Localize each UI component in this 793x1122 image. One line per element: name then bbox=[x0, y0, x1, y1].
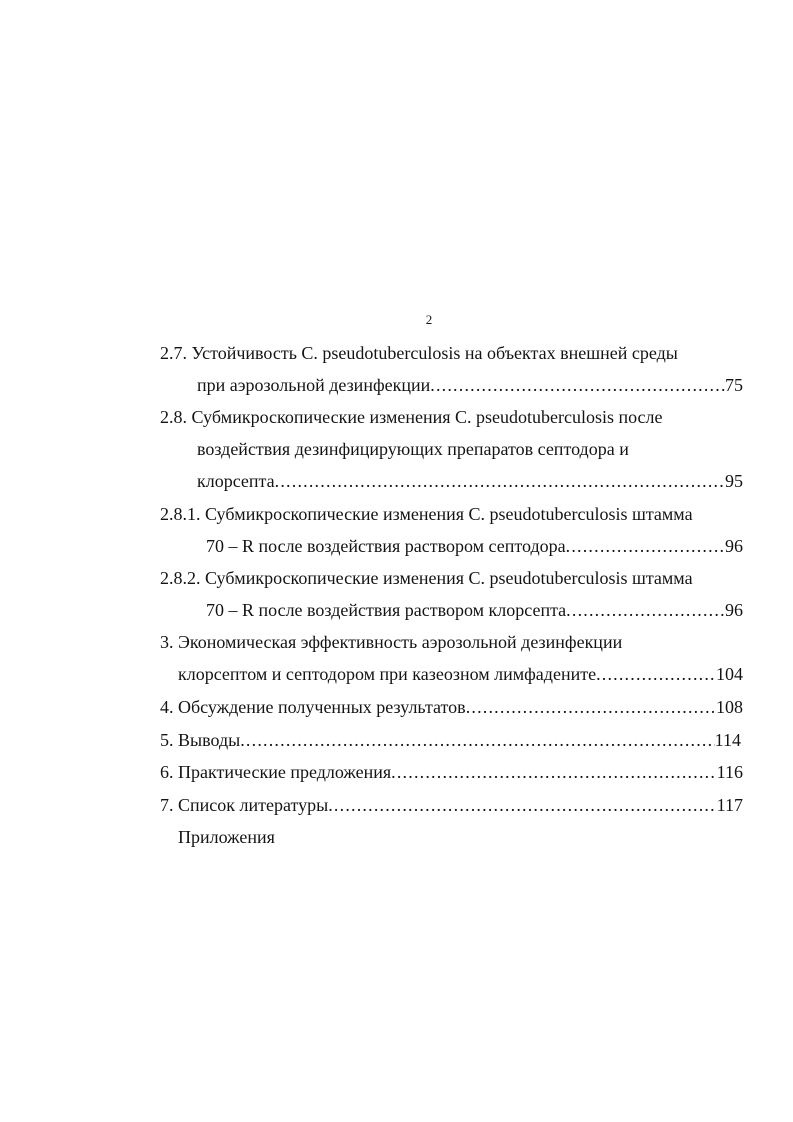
toc-dot-leader bbox=[430, 374, 725, 396]
toc-entry-6-text: 6. Практические предложения bbox=[160, 762, 392, 782]
toc-entry-7-text: 7. Список литературы bbox=[160, 795, 329, 815]
toc-entry-4-text: 4. Обсуждение полученных результатов bbox=[160, 697, 466, 717]
toc-entry-5 bbox=[160, 729, 741, 751]
toc-entry-3 bbox=[178, 663, 743, 685]
toc-entry-2-8 bbox=[197, 470, 743, 492]
toc-entry-5-text: 5. Выводы bbox=[160, 730, 241, 750]
toc-entry-6 bbox=[160, 761, 743, 783]
toc-entry-2-8-1-text: 70 – R после воздействия раствором септодора bbox=[206, 536, 566, 556]
toc-dot-leader bbox=[328, 794, 716, 816]
toc-entry-2-7-page: 75 bbox=[725, 375, 743, 395]
toc-appendix: Приложения bbox=[178, 827, 275, 847]
toc-dot-leader bbox=[566, 599, 725, 621]
toc-entry-7 bbox=[160, 794, 743, 816]
toc-entry-2-8-2-text: 70 – R после воздействия раствором клорсепта bbox=[206, 600, 567, 620]
toc-entry-2-8-page: 95 bbox=[725, 471, 743, 491]
toc-entry-2-7-title: 2.7. Устойчивость С. pseudotuberculosis на объектах внешней среды bbox=[160, 343, 678, 363]
toc-entry-2-8-title-cont: воздействия дезинфицирующих препаратов септодора и bbox=[197, 439, 629, 459]
toc-dot-leader bbox=[240, 729, 714, 751]
toc-entry-5-page: 114 bbox=[714, 730, 741, 750]
toc-entry-2-8-1-title: 2.8.1. Субмикроскопические изменения С. pseudotuberculosis штамма bbox=[160, 504, 693, 524]
toc-entry-4-page: 108 bbox=[716, 697, 743, 717]
toc-dot-leader bbox=[275, 470, 725, 492]
toc-dot-leader bbox=[391, 761, 717, 783]
toc-entry-6-page: 116 bbox=[716, 762, 743, 782]
page-number: 2 bbox=[425, 312, 433, 327]
toc-entry-2-8-2-title: 2.8.2. Субмикроскопические изменения С. pseudotuberculosis штамма bbox=[160, 568, 693, 588]
toc-entry-3-title: 3. Экономическая эффективность аэрозольной дезинфекции bbox=[160, 632, 623, 652]
toc-entry-4 bbox=[160, 696, 743, 718]
toc-entry-2-8-2 bbox=[206, 599, 743, 621]
toc-entry-2-8-title: 2.8. Субмикроскопические изменения С. pseudotuberculosis после bbox=[160, 407, 663, 427]
toc-entry-2-7 bbox=[197, 374, 743, 396]
toc-entry-2-8-text: клорсепта bbox=[197, 471, 275, 491]
toc-entry-7-page: 117 bbox=[716, 795, 743, 815]
toc-dot-leader bbox=[596, 663, 716, 685]
toc-entry-2-8-2-page: 96 bbox=[725, 600, 743, 620]
toc-entry-2-7-text: при аэрозольной дезинфекции bbox=[197, 375, 431, 395]
toc-dot-leader bbox=[466, 696, 716, 718]
toc-entry-3-page: 104 bbox=[716, 664, 743, 684]
toc-entry-3-text: клорсептом и септодором при казеозном лимфадените bbox=[178, 664, 597, 684]
toc-dot-leader bbox=[566, 535, 725, 557]
toc-entry-2-8-1-page: 96 bbox=[725, 536, 743, 556]
toc-entry-2-8-1 bbox=[206, 535, 743, 557]
